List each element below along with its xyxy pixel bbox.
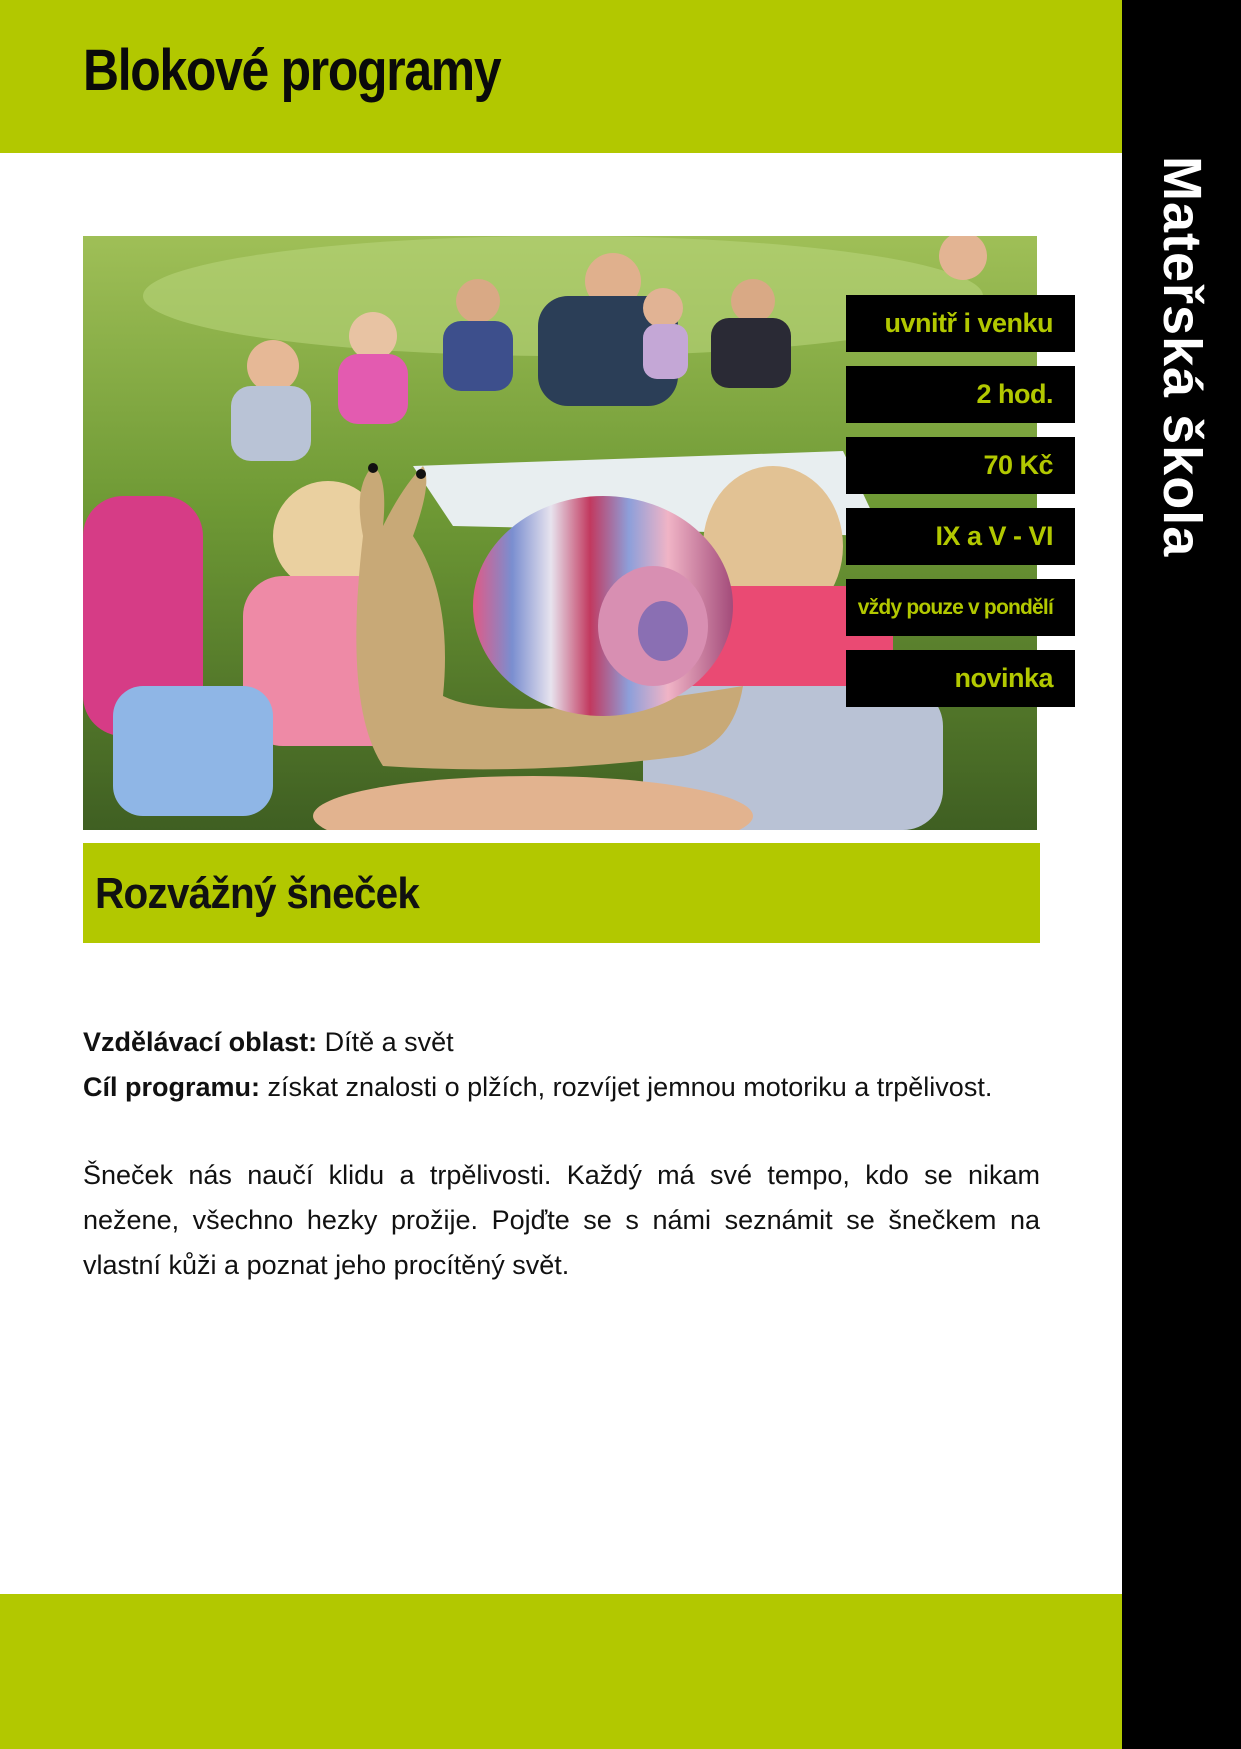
area-label: Vzdělávací oblast: [83, 1027, 318, 1057]
program-info [83, 1020, 1040, 1110]
tag-day: vždy pouze v pondělí [846, 579, 1075, 636]
tag-price: 70 Kč [846, 437, 1075, 494]
goal-label: Cíl programu: [83, 1072, 261, 1102]
tag-duration: 2 hod. [846, 366, 1075, 423]
goal-value: získat znalosti o plžích, rozvíjet jemnou motoriku a trpělivost. [267, 1072, 993, 1102]
area-line [83, 1020, 1040, 1065]
tag-new: novinka [846, 650, 1075, 707]
program-title: Rozvážný šneček [95, 869, 420, 918]
page-title: Blokové programy [83, 38, 501, 103]
sidebar-label: Mateřská škola [1152, 156, 1212, 558]
area-value: Dítě a svět [324, 1027, 454, 1057]
goal-line [83, 1065, 1040, 1110]
program-description: Šneček nás naučí klidu a trpělivosti. Každý má své tempo, kdo se nikam nežene, všechno hezky prožije. Pojďte se s námi seznámit se šnečkem na vlastní kůži a poznat jeho procítěný svět. [83, 1160, 1040, 1280]
footer-band [0, 1594, 1122, 1749]
tag-months: IX a V - VI [846, 508, 1075, 565]
program-tags [846, 295, 1075, 721]
tag-location: uvnitř i venku [846, 295, 1075, 352]
